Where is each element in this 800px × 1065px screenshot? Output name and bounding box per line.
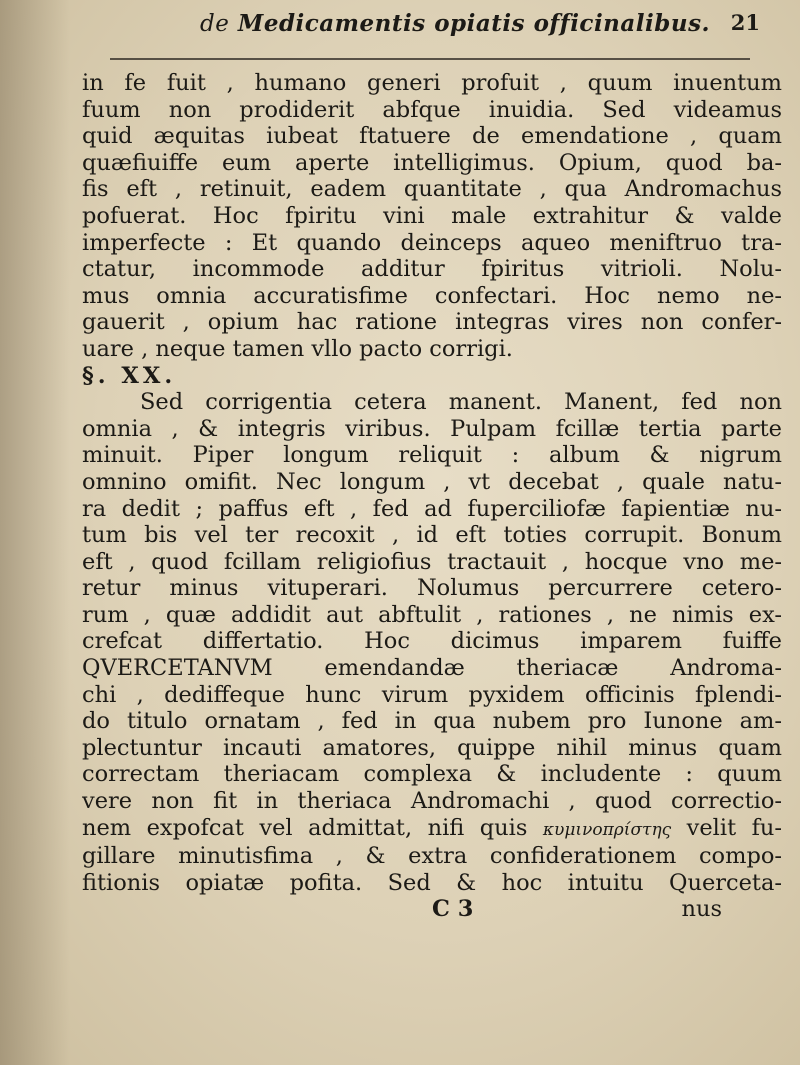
text-line: gauerit , opium hac ratione integras vires non confer-	[82, 309, 782, 336]
page-shadow	[0, 0, 70, 1065]
text-line: mus omnia accuratisfime confectari. Hoc nemo ne-	[82, 282, 782, 309]
running-title	[200, 10, 710, 37]
text-line: plectuntur incauti amatores, quippe nihil minus quam	[82, 734, 782, 761]
running-head	[120, 0, 760, 56]
text-line: vere non fit in theriaca Andromachi , quod correctio-	[82, 788, 782, 815]
text-line: ctatur, incommode additur fpiritus vitrioli. Nolu-	[82, 256, 782, 283]
body-text	[82, 70, 782, 923]
text-line: tum bis vel ter recoxit , id eft toties corrupit. Bonum	[82, 522, 782, 549]
text-line: fitionis opiatæ pofita. Sed & hoc intuitu Querceta-	[82, 869, 782, 896]
text-line: fis eft , retinuit, eadem quantitate , qua Andromachus	[82, 176, 782, 203]
text-line: in fe fuit , humano generi profuit , quum inuentum	[82, 70, 782, 96]
text-line: retur minus vituperari. Nolumus percurrere cetero-	[82, 575, 782, 602]
text-fragment: velit fu-	[686, 814, 782, 841]
running-title-lead: de	[200, 11, 230, 37]
text-line: QVERCETANVM emendandæ theriacæ Androma-	[82, 655, 782, 682]
text-line: ra dedit ; paffus eft , fed ad fuperciliofæ fapientiæ nu-	[82, 495, 782, 522]
text-line: crefcat differtatio. Hoc dicimus imparem fuiffe	[82, 628, 782, 655]
text-line: imperfecte : Et quando deinceps aqueo meniftruo tra-	[82, 229, 782, 256]
page-number: 21	[730, 10, 760, 35]
text-line: gillare minutisfima , & extra confiderationem compo-	[82, 843, 782, 870]
text-line: quæfiuiffe eum aperte intelligimus. Opium, quod ba-	[82, 149, 782, 176]
text-line: eft , quod fcillam religiofius tractauit , hocque vno me-	[82, 548, 782, 575]
text-line: omnino omifit. Nec longum , vt decebat , quale natu-	[82, 468, 782, 495]
text-line: do titulo ornatam , fed in qua nubem pro Iunone am-	[82, 708, 782, 735]
text-line: minuit. Piper longum reliquit : album & nigrum	[82, 442, 782, 469]
text-line: correctam theriacam complexa & includente : quum	[82, 761, 782, 788]
catchword: nus	[681, 896, 722, 923]
text-line: pofuerat. Hoc fpiritu vini male extrahitur & valde	[82, 202, 782, 229]
text-line-with-greek	[82, 815, 782, 844]
signature-mark: C 3	[432, 896, 474, 923]
text-line: omnia , & integris viribus. Pulpam fcillæ tertia parte	[82, 415, 782, 442]
text-line: rum , quæ addidit aut abftulit , rationes , ne nimis ex-	[82, 601, 782, 628]
text-line: Sed corrigentia cetera manent. Manent, fed non	[140, 389, 782, 416]
text-fragment: nem expofcat vel admittat, nifi quis	[82, 814, 528, 841]
greek-word: κυμινοπρίστης	[542, 819, 672, 840]
header-rule	[110, 58, 750, 60]
text-line: chi , dediffeque hunc virum pyxidem officinis fplendi-	[82, 681, 782, 708]
text-line: quid æquitas iubeat ftatuere de emendatione , quam	[82, 123, 782, 150]
section-heading: §. XX.	[82, 362, 177, 389]
text-line: uare , neque tamen vllo pacto corrigi.	[82, 335, 513, 362]
running-title-text: Medicamentis opiatis officinalibus.	[237, 10, 711, 37]
text-line: fuum non prodiderit abfque inuidia. Sed videamus	[82, 96, 782, 123]
page-footer	[82, 896, 782, 923]
